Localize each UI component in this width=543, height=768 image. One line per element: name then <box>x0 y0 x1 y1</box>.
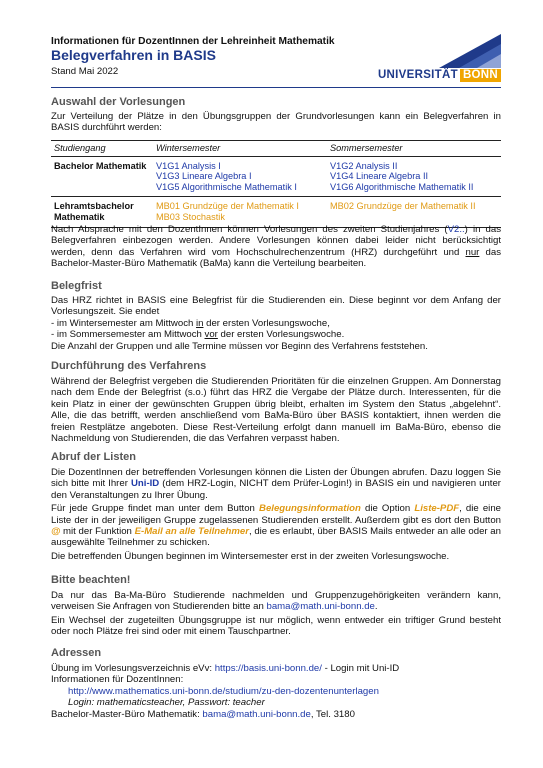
table-row <box>51 197 501 227</box>
program-cell: Bachelor Mathematik <box>51 156 153 197</box>
course-table <box>51 140 501 228</box>
table-row <box>51 156 501 197</box>
course-link[interactable]: V1G2 Analysis II <box>330 160 398 171</box>
heading-belegfrist: Belegfrist <box>51 280 102 292</box>
at-button-label: @ <box>51 526 61 538</box>
course-link[interactable]: V1G6 Algorithmische Mathematik II <box>330 181 474 192</box>
basis-link[interactable]: https://basis.uni-bonn.de/ <box>214 663 322 674</box>
beachten-text: Da nur das Ba-Ma-Büro Studierende nachmelden und Gruppenzugehörigkeiten verändern kann, verweisen Sie Anfragen von Studierenden bitte an bama@math.uni-bonn.de. Ein Wechsel der zugeteilten Übungsgruppe ist nur möglich, wenn entweder ein triftiger Grund besteht oder noch Plätze frei sind oder mit einem Tauschpartner. <box>51 590 501 638</box>
bama-email-link-footer[interactable]: bama@math.uni-bonn.de <box>202 708 311 720</box>
belegfrist-text: Das HRZ richtet in BASIS eine Belegfrist für die Studierenden ein. Diese beginnt vor dem Anfang der Vorlesungszeit. Sie endet - im Wintersemester am Mittwoch in der ersten Vorlesungswoche, - im Sommersemester am Mittwoch vor der ersten Vorlesungswoche. Die Anzahl der Gruppen und alle Termine müssen vor Beginn des Verfahrens feststehen. <box>51 295 501 352</box>
col-header-studiengang: Studiengang <box>51 141 153 157</box>
logo-text-universitaet: UNIVERSITÄT <box>377 69 458 81</box>
course-link[interactable]: MB01 Grundzüge der Mathematik I <box>156 201 299 212</box>
uni-id-label: Uni-ID <box>130 478 160 490</box>
course-link[interactable]: V1G4 Lineare Algebra II <box>330 171 429 182</box>
dozenten-link[interactable]: http://www.mathematics.uni-bonn.de/studium/zu-den-dozentenunterlagen <box>68 685 379 697</box>
logo-text-bonn: BONN <box>460 69 501 82</box>
col-header-winter: Wintersemester <box>153 141 327 157</box>
auswahl-after-table: Nach Absprache mit den DozentInnen können Vorlesungen des zweiten Studienjahres (V2..) in das Belegverfahren einbezogen werden. Andere Vorlesungen können dabei leider nicht berücksichtigt werden, denn das Verfahren wird vom Hochschulrechenzentrum (HRZ) durchgeführt und nur das Bachelor-Master-Büro Mathematik (BaMa) kann die Verteilung bearbeiten. <box>51 224 501 270</box>
liste-pdf-option-label: Liste-PDF <box>414 503 460 515</box>
course-link[interactable]: MB03 Stochastik <box>156 211 225 222</box>
abruf-text: Die DozentInnen der betreffenden Vorlesungen können die Listen der Übungen abrufen. Dazu loggen Sie sich bitte mit Ihrer Uni-ID (dem HRZ-Login, NICHT dem Prüfer-Login!) in BASIS ein und navigieren unter den Veranstaltungen zu Ihrer Übung. Für jede Gruppe findet man unter dem Button Belegungsinformation die Option Liste-PDF, die eine Liste der in der jeweiligen Gruppe zugelassenen Studierenden erstellt. Außerdem gibt es dort den Button @ mit der Funktion E-Mail an alle Teilnehmer, die es erlaubt, über BASIS Mails entweder an alle oder an ausgewählte Teilnehmer zu schicken. Die betreffenden Übungen beginnen im Wintersemester erst in der zweiten Vorlesungswoche. <box>51 467 502 562</box>
program-cell: Lehramtsbachelor Mathematik <box>51 197 153 227</box>
email-function-label: E-Mail an alle Teilnehmer <box>134 526 249 538</box>
page-title: Belegverfahren in BASIS <box>51 47 216 63</box>
header-divider <box>51 87 501 88</box>
logo-graphic-icon <box>439 34 501 68</box>
auswahl-intro: Zur Verteilung der Plätze in den Übungsgruppen der Grundvorlesungen kann ein Belegverfahren in BASIS durchführt werden: <box>51 111 501 134</box>
bama-email-link[interactable]: bama@math.uni-bonn.de <box>266 601 375 613</box>
course-link[interactable]: MB02 Grundzüge der Mathematik II <box>330 201 476 212</box>
course-link[interactable]: V1G3 Lineare Algebra I <box>156 171 252 182</box>
durchfuehrung-text: Während der Belegfrist vergeben die Studierenden Prioritäten für die einzelnen Gruppen. Am Donnerstag nach dem Ende der Belegfrist (s.o.) führt das HRZ die Vergabe der Plätze durch. Interessenten, für die kein Platz in einer der gewünschten Gruppen übrig bleibt, erhalten im System den Status „abgelehnt“. Alle, die das betrifft, werden anschließend vom BaMa-Büro über BASIS kontaktiert, ihnen werden die freien Restplätze angeboten. Diese Rest-Verteilung erfolgt dann manuell im BaMa-Büro, ebenso die Nachmeldung von Studierenden, die das Verfahren verpasst haben. <box>51 376 501 445</box>
adressen-text: Übung im Vorlesungsverzeichnis eVv: https://basis.uni-bonn.de/ - Login mit Uni-ID Informationen für DozentInnen: http://www.mathematics.uni-bonn.de/studium/zu-den-dozentenunterlagen Login: mathematicsteacher, Passwort: teacher Bachelor-Master-Büro Mathematik: bama@math.uni-bonn.de, Tel. 3180 <box>51 663 501 720</box>
university-logo <box>377 34 501 82</box>
heading-adressen: Adressen <box>51 647 102 659</box>
course-link[interactable]: V1G5 Algorithmische Mathematik I <box>156 181 297 192</box>
belegungsinformation-button-label: Belegungsinformation <box>259 503 361 515</box>
heading-beachten: Bitte beachten! <box>51 574 131 586</box>
login-credentials: Login: mathematicsteacher, Passwort: teacher <box>68 697 265 709</box>
document-date: Stand Mai 2022 <box>51 66 119 77</box>
col-header-summer: Sommersemester <box>327 141 501 157</box>
header-subtitle: Informationen für DozentInnen der Lehreinheit Mathematik <box>51 36 335 47</box>
heading-auswahl: Auswahl der Vorlesungen <box>51 96 186 108</box>
heading-abruf: Abruf der Listen <box>51 451 136 463</box>
heading-durchfuehrung: Durchführung des Verfahrens <box>51 360 207 372</box>
course-link[interactable]: V1G1 Analysis I <box>156 160 221 171</box>
v2-link[interactable]: V2.. <box>447 224 465 235</box>
